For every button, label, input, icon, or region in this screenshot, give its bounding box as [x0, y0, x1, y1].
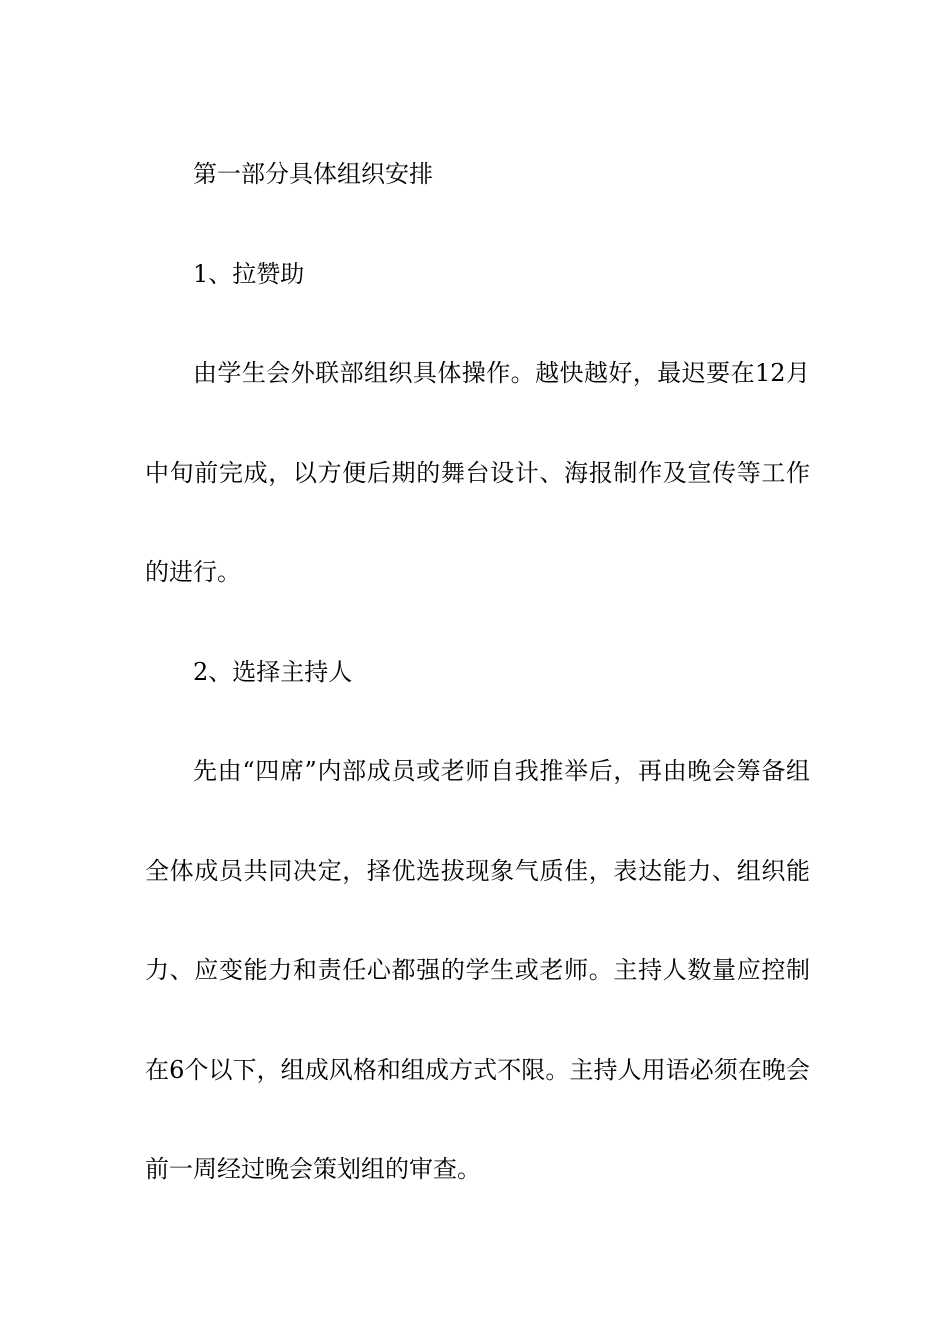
paragraph-sponsorship: 由学生会外联部组织具体操作。越快越好，最迟要在12月中旬前完成，以方便后期的舞台设计、海报制作及宣传等工作的进行。 [145, 359, 810, 586]
paragraph-host-selection: 先由“四席”内部成员或老师自我推举后，再由晚会筹备组全体成员共同决定，择优选拔现象气质佳，表达能力、组织能力、应变能力和责任心都强的学生或老师。主持人数量应控制在6个以下，组成风格和组成方式不限。主持人用语必须在晚会前一周经过晚会策划组的审查。 [145, 757, 810, 1183]
item-heading-sponsorship: 1、拉赞助 [193, 259, 305, 288]
section-heading: 第一部分具体组织安排 [193, 160, 433, 188]
document-body [145, 125, 810, 1220]
item-heading-host-selection: 2、选择主持人 [193, 657, 353, 686]
